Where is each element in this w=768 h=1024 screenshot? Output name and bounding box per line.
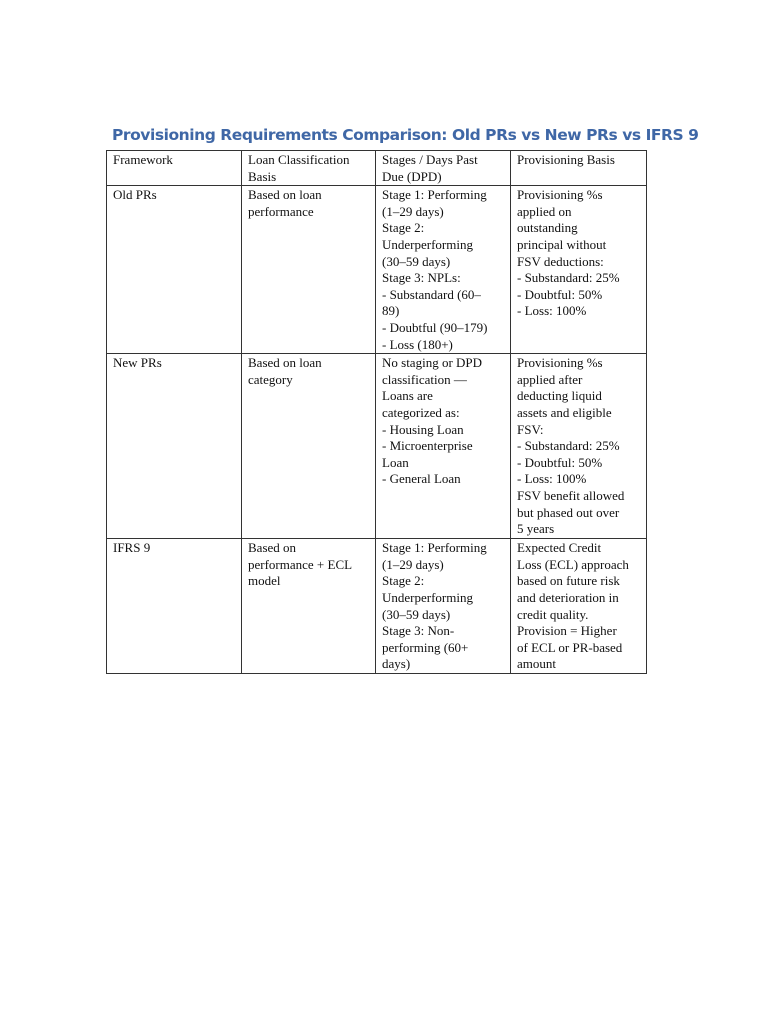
cell-text-line: No staging or DPD [382, 355, 483, 371]
cell-text-line: Stage 2: [382, 573, 425, 589]
cell-text-line: - Substandard: 25% [517, 270, 620, 286]
cell-text-line: FSV benefit allowed [517, 487, 625, 503]
cell-text-line: Loss (ECL) approach [517, 556, 629, 572]
cell-basis [511, 539, 647, 674]
cell-text-line: - Loss: 100% [517, 303, 587, 319]
cell-stages [376, 186, 511, 354]
comparison-table [106, 150, 647, 674]
cell-text-line: Stage 2: [382, 220, 425, 236]
cell-text-line: Based on loan [248, 187, 322, 203]
cell-stages [376, 539, 511, 674]
cell-text-line: of ECL or PR-based [517, 639, 623, 655]
cell-text-line: Based on loan [248, 355, 322, 371]
cell-text-line: principal without [517, 236, 607, 252]
cell-text-line: Expected Credit [517, 540, 602, 556]
cell-text-line: days) [382, 656, 411, 672]
cell-text-line: - Substandard: 25% [517, 438, 620, 454]
cell-text-line: Loans are [382, 388, 433, 404]
table-row [107, 354, 647, 539]
cell-text-line: FSV: [517, 421, 544, 437]
header-cell-framework: Framework [107, 151, 242, 186]
cell-text-line: outstanding [517, 220, 578, 236]
cell-text-line: 5 years [517, 521, 555, 537]
cell-text-line: - Loss: 100% [517, 471, 587, 487]
cell-text-line: and deterioration in [517, 589, 619, 605]
cell-text-line: classification — [382, 371, 467, 387]
cell-text-line: - Substandard (60– [382, 286, 481, 302]
cell-text-line: - Doubtful (90–179) [382, 319, 488, 335]
cell-text-line: - Doubtful: 50% [517, 286, 603, 302]
cell-classification [242, 539, 376, 674]
cell-text-line: category [248, 371, 293, 387]
cell-classification [242, 186, 376, 354]
cell-text-line: based on future risk [517, 573, 620, 589]
cell-text-line: deducting liquid [517, 388, 602, 404]
table-header-row [107, 151, 647, 186]
cell-basis [511, 186, 647, 354]
cell-text-line: 89) [382, 303, 400, 319]
cell-text-line: (30–59 days) [382, 253, 451, 269]
cell-text-line: IFRS 9 [113, 540, 151, 556]
header-cell-stages: Stages / Days Past Due (DPD) [376, 151, 511, 186]
cell-text-line: performance [248, 203, 314, 219]
cell-text-line: - Housing Loan [382, 421, 464, 437]
cell-text-line: - Loss (180+) [382, 336, 453, 352]
cell-text-line: - Microenterprise [382, 438, 473, 454]
cell-text-line: Provision = Higher [517, 623, 617, 639]
cell-text-line: Loan [382, 454, 409, 470]
cell-text-line: Underperforming [382, 589, 473, 605]
cell-text-line: - General Loan [382, 471, 461, 487]
cell-text-line: FSV deductions: [517, 253, 604, 269]
cell-text-line: performing (60+ [382, 639, 469, 655]
table-row [107, 186, 647, 354]
cell-text-line: applied on [517, 203, 572, 219]
cell-text-line: Stage 1: Performing [382, 540, 487, 556]
cell-stages [376, 354, 511, 539]
cell-text-line: - Doubtful: 50% [517, 454, 603, 470]
cell-text-line: Underperforming [382, 236, 473, 252]
cell-text-line: performance + ECL [248, 556, 353, 572]
cell-text-line: Stage 3: NPLs: [382, 270, 461, 286]
cell-text-line: (1–29 days) [382, 203, 444, 219]
cell-text-line: Stage 3: Non- [382, 623, 455, 639]
cell-text-line: (1–29 days) [382, 556, 444, 572]
cell-framework [107, 354, 242, 539]
cell-text-line: Provisioning %s [517, 355, 603, 371]
table-row [107, 539, 647, 674]
cell-text-line: Based on [248, 540, 297, 556]
header-cell-classification: Loan Classification Basis [242, 151, 376, 186]
cell-text-line: (30–59 days) [382, 606, 451, 622]
header-cell-basis: Provisioning Basis [511, 151, 647, 186]
document-title: Provisioning Requirements Comparison: Old PRs vs New PRs vs IFRS 9 [112, 126, 699, 144]
cell-text-line: applied after [517, 371, 583, 387]
cell-text-line: Stage 1: Performing [382, 187, 487, 203]
cell-text-line: credit quality. [517, 606, 589, 622]
cell-text-line: categorized as: [382, 404, 460, 420]
cell-text-line: New PRs [113, 355, 162, 371]
cell-framework [107, 186, 242, 354]
cell-text-line: amount [517, 656, 556, 672]
cell-basis [511, 354, 647, 539]
cell-framework [107, 539, 242, 674]
cell-text-line: assets and eligible [517, 404, 612, 420]
cell-text-line: Provisioning %s [517, 187, 603, 203]
cell-text-line: but phased out over [517, 504, 620, 520]
cell-text-line: Old PRs [113, 187, 157, 203]
cell-classification [242, 354, 376, 539]
cell-text-line: model [248, 573, 281, 589]
